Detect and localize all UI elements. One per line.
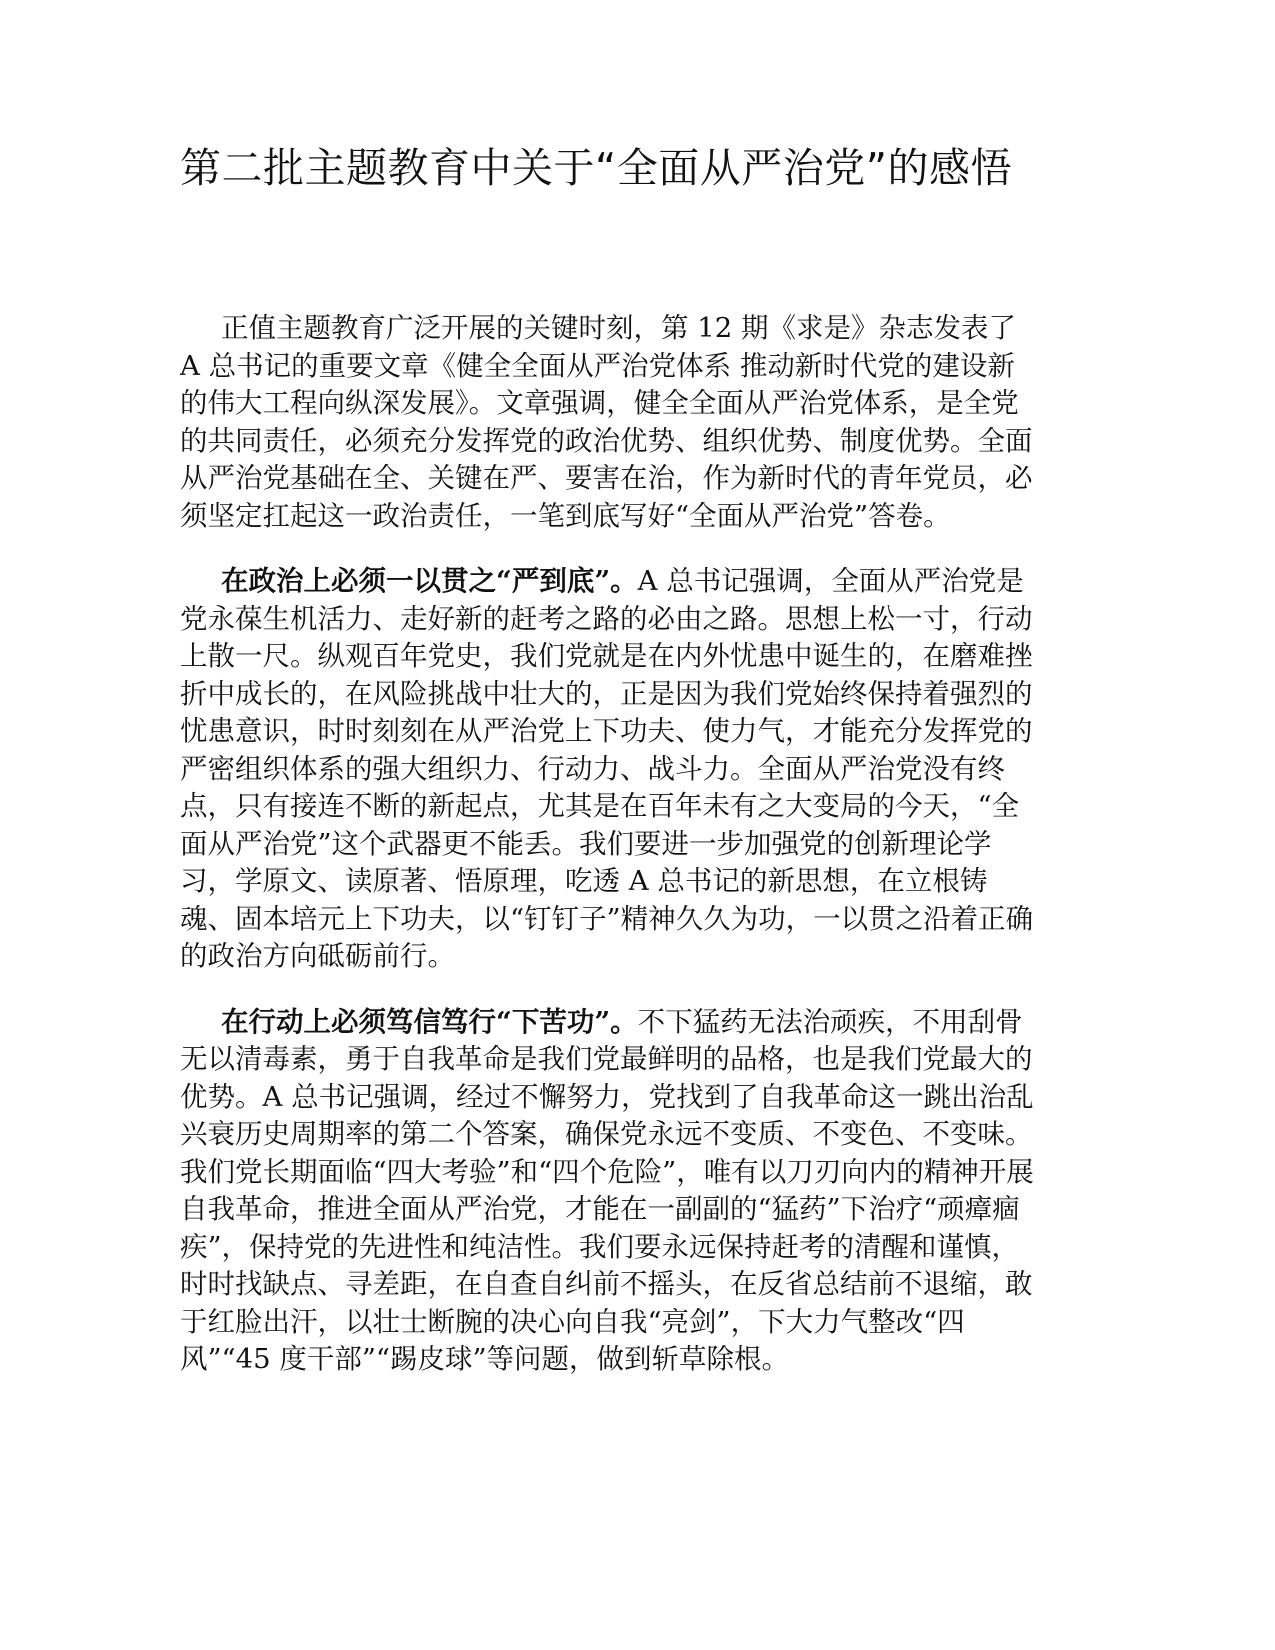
paragraph-political-text: A 总书记强调，全面从严治党是党永葆生机活力、走好新的赶考之路的必由之路。思想上松一寸，行动上散一尺。纵观百年党史，我们党就是在内外忧患中诞生的，在磨难挫折中成长的，在风险挑战中壮大的，正是因为我们党始终保持着强烈的忧患意识，时时刻刻在从严治党上下功夫、使力气，才能充分发挥党的严密组织体系的强大组织力、行动力、战斗力。全面从严治党没有终点，只有接连不断的新起点，尤其是在百年未有之大变局的今天，“全面从严治党”这个武器更不能丢。我们要进一步加强党的创新理论学习，学原文、读原著、悟原理，吃透 A 总书记的新思想，在立根铸魂、固本培元上下功夫，以“钉钉子”精神久久为功，一以贯之沿着正确的政治方向砥砺前行。 (180, 565, 1034, 972)
paragraph-action-text: 不下猛药无法治顽疾，不用刮骨无以清毒素，勇于自我革命是我们党最鲜明的品格，也是我们党最大的优势。A 总书记强调，经过不懈努力，党找到了自我革命这一跳出治乱兴衰历史周期率的第二个答案，确保党永远不变质、不变色、不变味。我们党长期面临“四大考验”和“四个危险”，唯有以刀刃向内的精神开展自我革命，推进全面从严治党，才能在一副副的“猛药”下治疗“顽瘴痼疾”，保持党的先进性和纯洁性。我们要永远保持赶考的清醒和谨慎，时时找缺点、寻差距，在自查自纠前不摇头，在反省总结前不退缩，敢于红脸出汗，以壮士断腕的决心向自我“亮剑”，下大力气整改“四风”“45 度干部”“踢皮球”等问题，做到斩草除根。 (180, 1005, 1034, 1375)
document-title: 第二批主题教育中关于“全面从严治党”的感悟 (180, 144, 1012, 192)
document-body (180, 310, 1040, 1407)
paragraph-intro (180, 310, 1040, 535)
paragraph-political (180, 563, 1040, 976)
paragraph-action-heading: 在行动上必须笃信笃行“下苦功”。 (221, 1005, 638, 1038)
paragraph-political-heading: 在政治上必须一以贯之“严到底”。 (221, 565, 638, 597)
paragraph-intro-text: 正值主题教育广泛开展的关键时刻，第 12 期《求是》杂志发表了 A 总书记的重要文章《健全全面从严治党体系 推动新时代党的建设新的伟大工程向纵深发展》。文章强调，健全全面从严治党体系，是全党的共同责任，必须充分发挥党的政治优势、组织优势、制度优势。全面从严治党基础在全、关键在严、要害在治，作为新时代的青年党员，必须坚定扛起这一政治责任，一笔到底写好“全面从严治党”答卷。 (180, 312, 1033, 532)
paragraph-action (180, 1004, 1040, 1379)
